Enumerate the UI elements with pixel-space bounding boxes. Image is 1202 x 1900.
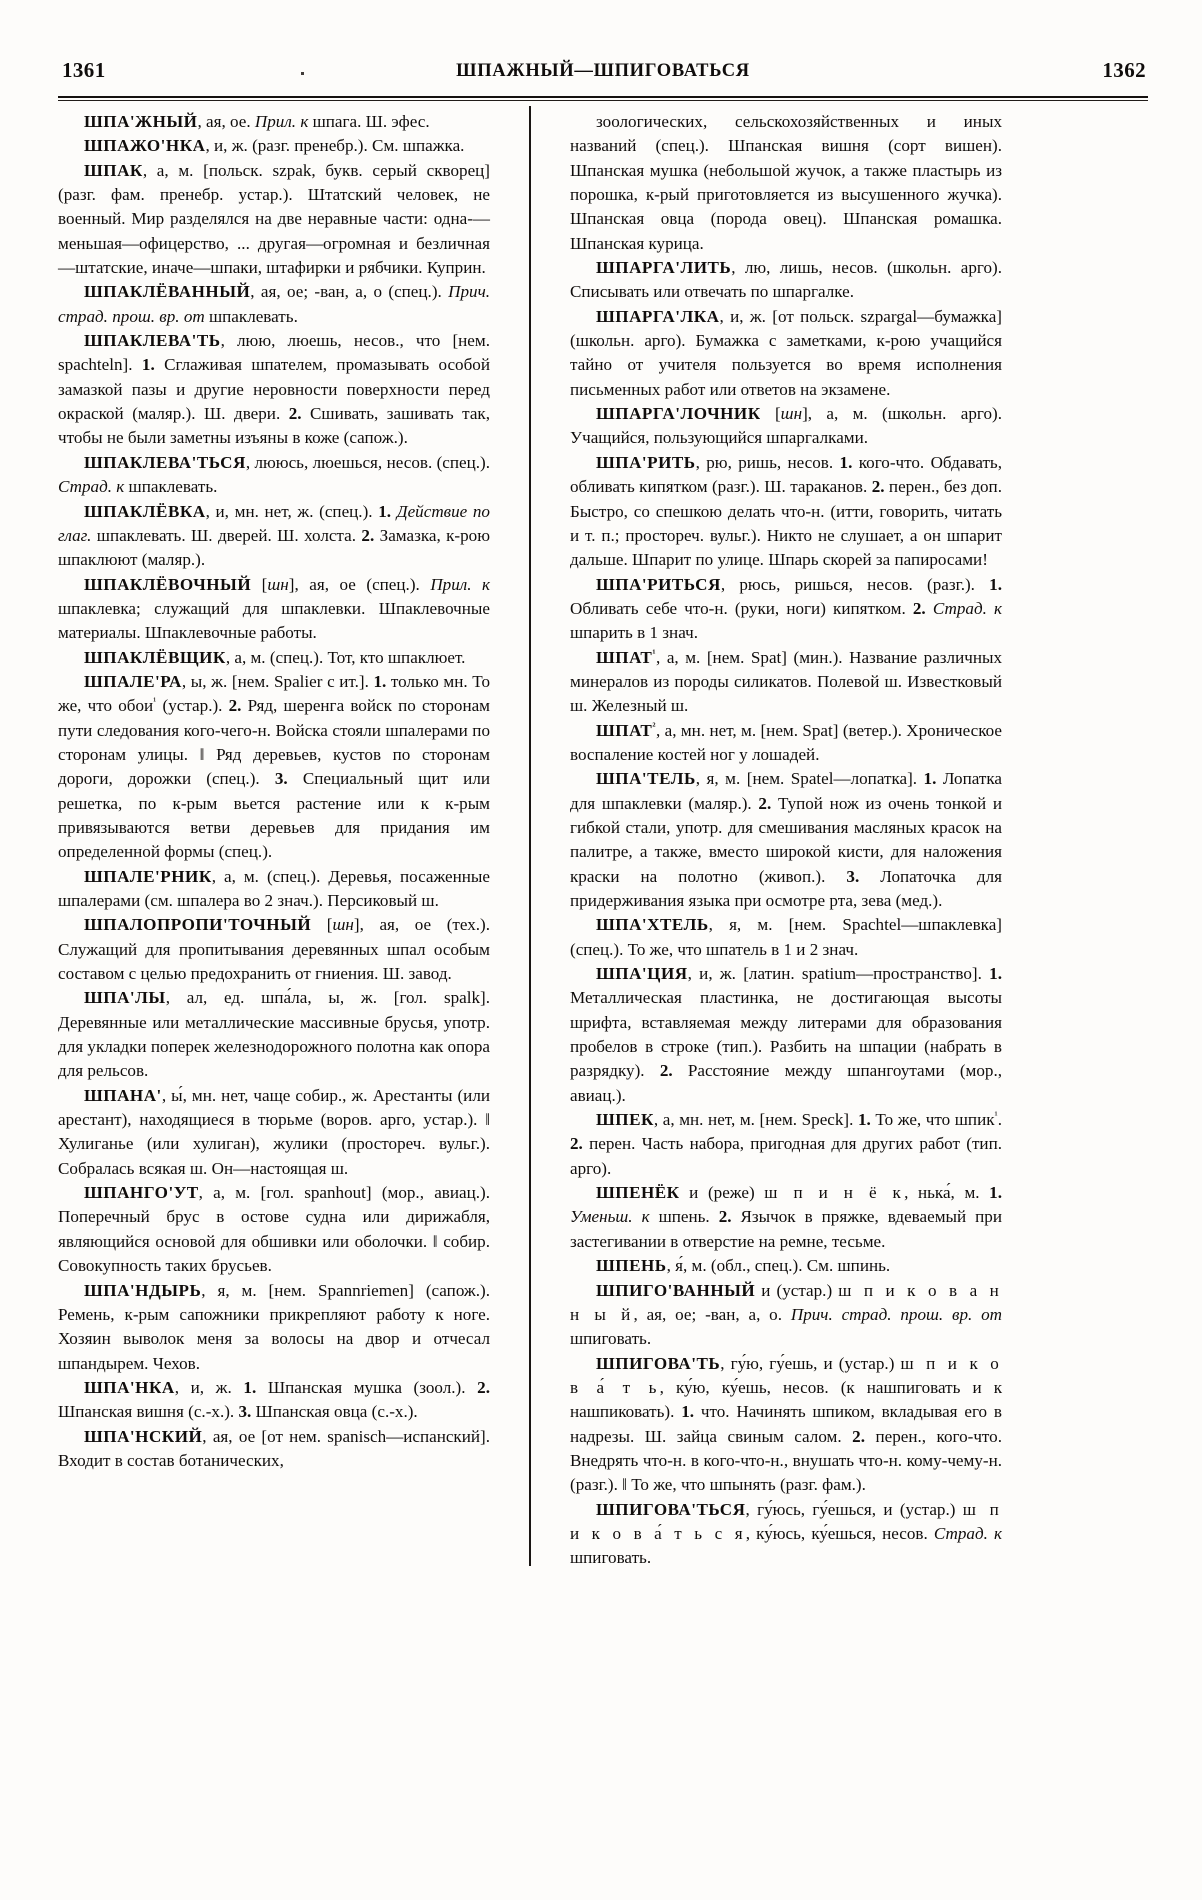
- spaced-variant: ш п и к о в а́ т ь: [570, 1353, 1002, 1397]
- dictionary-entry: [570, 256, 1002, 305]
- entry-body: , я́, м. (обл., спец.). См. шпинь.: [666, 1256, 891, 1276]
- entry-body: , ая, ое [от нем. spanisch—испанский]. Входит в состав ботанических,: [58, 1426, 490, 1470]
- page-header: [58, 58, 1148, 92]
- headword: ШПАЛОПРОПИ'ТОЧНЫЙ: [84, 915, 312, 935]
- entry-body: , и, ж. 1. Шпанская мушка (зоол.). 2. Шпанская вишня (с.-х.). 3. Шпанская овца (с.-х.).: [58, 1377, 490, 1422]
- header-rule-thick: [58, 96, 1148, 98]
- dictionary-entry: [58, 865, 490, 914]
- spaced-variant: ш п и к о в а н н ы й: [570, 1280, 1002, 1324]
- entry-body: , я, м. [нем. Spachtel—шпаклевка] (спец.). То же, что шпатель в 1 и 2 знач.: [570, 915, 1002, 959]
- entry-body: , а, м. [гол. spanhout] (мор., авиац.). Поперечный брус в остове судна или дирижабля, являющийся основой для обшивки или оболочки. ‖ собир. Совокупность таких брусьев.: [58, 1183, 490, 1276]
- dictionary-entry: [58, 1279, 490, 1376]
- folio-right: 1362: [1102, 58, 1146, 82]
- folio-left: 1361: [62, 58, 106, 82]
- dictionary-entry: [570, 402, 1002, 451]
- dictionary-entry: [570, 646, 1002, 719]
- dictionary-entry: [58, 134, 490, 158]
- column-divider-rule: [529, 106, 531, 1566]
- spaced-variant: ш п и к о в а́ т ь с я: [570, 1499, 1003, 1543]
- entry-body: , а, м. [польск. szpak, букв. серый скворец] (разг. фам. пренебр. устар.). Штатский человек, не военный. Мир разделялся на две неравные части: одна-—меньшая—офицерство, ... другая—огромная и безличная—штатские, иначе—шпаки, штафирки и рябчики. Куприн.: [58, 160, 490, 278]
- stray-dot-mark: [301, 72, 304, 75]
- entry-body: , ал, ед. шпа́ла, ы, ж. [гол. spalk]. Деревянные или металлические массивные брусья, употр. для укладки поперек железнодорожного полотна как опора для рельсов.: [58, 988, 490, 1081]
- entry-body: , ы́, мн. нет, чаще собир., ж. Арестанты (или арестант), находящиеся в тюрьме (воров. арго, устар.). ‖ Хулиганье (или хулиган), жулики (простореч. вульг.). Собралась всякая ш. Он—настоящая ш.: [58, 1085, 490, 1178]
- dictionary-entry: [570, 1254, 1002, 1278]
- headword: ШПА'НДЫРЬ: [84, 1280, 202, 1300]
- headword: ШПАРГА'ЛКА: [596, 306, 720, 326]
- entry-body: , а, мн. нет, м. [нем. Spat] (ветер.). Хроническое воспаление костей ног у лошадей.: [570, 720, 1002, 764]
- headword: ШПАК: [84, 160, 143, 180]
- entry-body: , ая, ое; -ван, а, о (спец.). Прич. страд. прош. вр. от шпаклевать.: [58, 282, 490, 326]
- dictionary-entry: [58, 280, 490, 329]
- dictionary-entry: [570, 1181, 1002, 1254]
- entry-body: и (устар.) ш п и к о в а н н ы й, ая, ое; -ван, а, о. Прич. страд. прош. вр. от шпиговать.: [570, 1280, 1002, 1349]
- entry-body: , ая, ое. Прил. к шпага. Ш. эфес.: [197, 112, 430, 131]
- entry-body: , а, м. (спец.). Тот, кто шпаклюет.: [225, 647, 466, 667]
- dictionary-entry: [58, 670, 490, 865]
- entry-body: , а, мн. нет, м. [нем. Speck]. 1. То же, что шпик$^{^1}$. 2. перен. Часть набора, пригодная для других работ (тип. арго).: [570, 1110, 1002, 1178]
- headword: ШПИГОВА'ТЬСЯ: [596, 1499, 746, 1519]
- headword: ШПА'ЛЫ: [84, 988, 166, 1008]
- entry-body: [шн], ая, ое (спец.). Прил. к шпаклевка; служащий для шпаклевки. Шпаклевочные материалы. Шпаклевочные работы.: [58, 574, 491, 643]
- headword: ШПЕНЁК: [596, 1183, 680, 1203]
- headword: ШПА'НСКИЙ: [84, 1426, 203, 1446]
- dictionary-entry: [58, 1181, 490, 1278]
- dictionary-entry: [58, 110, 490, 134]
- dictionary-entry: [570, 913, 1002, 962]
- headword: ШПАКЛЕВА'ТЬСЯ: [84, 452, 246, 472]
- entry-body: и (реже) ш п и н ё к, нька́, м. 1. Уменьш. к шпень. 2. Язычок в пряжке, вдеваемый при застегивании в отверстие на ремне, тесьме.: [570, 1183, 1002, 1251]
- headword: ШПАКЛЕВА'ТЬ: [84, 331, 221, 351]
- dictionary-entry: [570, 1279, 1002, 1352]
- dictionary-entry: [58, 451, 490, 500]
- entry-body: , я, м. [нем. Spatel—лопатка]. 1. Лопатка для шпаклевки (маляр.). 2. Тупой нож из очень тонкой и гибкой стали, употр. для смешивания масляных красок на палитре, а также, вместо широкой кисти, для наложения краски на полотно (живоп.). 3. Лопаточка для придерживания языка при осмотре рта, зева (мед.).: [570, 769, 1002, 910]
- dictionary-entry: [58, 913, 490, 986]
- headword: $ШПАТ^{^1}$: [596, 647, 656, 667]
- headword: ШПА'РИТЬ: [596, 452, 696, 472]
- headword: ШПАКЛЁВЩИК: [84, 647, 226, 667]
- left-column: [58, 110, 490, 1473]
- dictionary-entry: [570, 962, 1002, 1108]
- headword: ШПА'ТЕЛЬ: [596, 769, 696, 789]
- entry-body: , и, ж. [от польск. szpargal—бумажка] (школьн. арго). Бумажка с заметками, к-рою учащийся тайно от учителя пользуется во время исполнения письменных работ или ответов на экзамене.: [570, 306, 1002, 399]
- header-rule: [58, 96, 1148, 102]
- headword: ШПАНА': [84, 1085, 162, 1105]
- headword: ШПАРГА'ЛИТЬ: [596, 258, 732, 278]
- headword: ШПАРГА'ЛОЧНИК: [596, 404, 761, 424]
- entry-body: , и, ж. [латин. spatium—пространство]. 1. Металлическая пластинка, не достигающая высоты шрифта, вставляемая между литерами для образования пробелов в строке (тип.). Разбить на шпации (набрать в разрядку). 2. Расстояние между шпангоутами (мор., авиац.).: [570, 964, 1002, 1105]
- headword: ШПАЛЕ'РНИК: [84, 866, 212, 886]
- dictionary-entry: [58, 646, 490, 670]
- dictionary-entry: [58, 159, 490, 281]
- dictionary-entry: [58, 500, 490, 573]
- headword: ШПЕК: [596, 1110, 654, 1130]
- entry-body: , ы, ж. [нем. Spalier с ит.]. 1. только мн. То же, что обои$^{^1}$ (устар.). 2. Ряд, шеренга войск по сторонам пути следования кого-чего-н. Войска стояли шпалерами по сторонам улицы. ‖ Ряд деревьев, кустов по сторонам дороги, дорожки (спец.). 3. Специальный щит или решетка, по к-рым вьется растение или к к-рым привязываются ветви деревьев для придания им определенной формы (спец.).: [58, 671, 491, 862]
- dictionary-entry: [58, 986, 490, 1083]
- spaced-variant: ш п и н ё к: [764, 1183, 905, 1203]
- dictionary-entry: [570, 1352, 1002, 1498]
- dictionary-entry: [570, 719, 1002, 768]
- entry-body: , лююсь, люешься, несов. (спец.). Страд. к шпаклевать.: [58, 452, 490, 497]
- headword: ШПИГО'ВАННЫЙ: [596, 1280, 756, 1300]
- headword: ШПЕНЬ: [596, 1256, 667, 1276]
- headword: ШПАЖО'НКА: [84, 136, 206, 156]
- right-column: [570, 110, 1002, 1571]
- dictionary-entry: [58, 1376, 490, 1425]
- entry-body: , гу́ю, гу́ешь, и (устар.) ш п и к о в а́ т ь, ку́ю, ку́ешь, несов. (к нашпиговать и к нашпиковать). 1. что. Начинять шпиком, вкладывая его в надрезы. Ш. зайца свиным салом. 2. перен., кого-что. Внедрять что-н. в кого-что-н., внушать что-н. кому-чему-н. (разг.). ‖ То же, что шпынять (разг. фам.).: [570, 1353, 1003, 1495]
- headword: ШПА'НКА: [84, 1377, 175, 1397]
- entry-body: , я, м. [нем. Spannriemen] (сапож.). Ремень, к-рым сапожники прикрепляют работу к ноге. Хозяин выволок меня за волосы на двор и отчесал шпандырем. Чехов.: [58, 1280, 490, 1373]
- headword: ШПАКЛЁВАННЫЙ: [84, 282, 251, 302]
- headword: ШПА'РИТЬСЯ: [596, 574, 721, 594]
- dictionary-entry: [570, 767, 1002, 913]
- entry-body: , лю, лишь, несов. (школьн. арго). Списывать или отвечать по шпаргалке.: [570, 258, 1002, 302]
- entry-continuation: [570, 110, 1002, 256]
- headword: ШПА'ЦИЯ: [596, 964, 688, 984]
- dictionary-entry: [570, 305, 1002, 402]
- dictionary-entry: [570, 451, 1002, 573]
- entry-body: , а, м. (спец.). Деревья, посаженные шпалерами (см. шпалера во 2 знач.). Персиковый ш.: [58, 866, 490, 910]
- entry-body: [шн], ая, ое (тех.). Служащий для пропитывания деревянных шпал особым составом с целью предохранить от гниения. Ш. завод.: [58, 915, 491, 984]
- running-head: ШПАЖНЫЙ—ШПИГОВАТЬСЯ: [456, 61, 750, 81]
- entry-body: , и, мн. нет, ж. (спец.). 1. Действие по глаг. шпаклевать. Ш. дверей. Ш. холста. 2. Замазка, к-рою шпаклюют (маляр.).: [58, 501, 490, 570]
- entry-body: , люю, люешь, несов., что [нем. spachteln]. 1. Сглаживая шпателем, промазывать особой замазкой пазы и другие неровности поверхности перед окраской (маляр.). Ш. двери. 2. Сшивать, зашивать так, чтобы не были заметны изъяны в коже (сапож.).: [58, 331, 491, 448]
- dictionary-entry: [58, 1425, 490, 1474]
- headword: ШПАКЛЁВКА: [84, 501, 206, 521]
- header-rule-thin: [58, 100, 1148, 101]
- entry-body: , рю, ришь, несов. 1. кого-что. Обдавать, обливать кипятком (разг.). Ш. тараканов. 2. перен., без доп. Быстро, со спешкою делать что-н. (итти, говорить, читать и т. п.; простореч. вульг.). Никто не слушает, а он шпарит дальше. Шпарит по улице. Шпарь скорей за папиросами!: [570, 452, 1002, 570]
- dictionary-entry: [570, 1108, 1002, 1181]
- dictionary-entry: [58, 1084, 490, 1181]
- text-columns: [58, 110, 1148, 1850]
- headword: ШПАКЛЁВОЧНЫЙ: [84, 574, 252, 594]
- entry-body: , и, ж. (разг. пренебр.). См. шпажка.: [205, 136, 465, 156]
- entry-body: [шн], а, м. (школьн. арго). Учащийся, пользующийся шпаргалками.: [570, 404, 1003, 448]
- entry-body: зоологических, сельскохозяйственных и иных названий (спец.). Шпанская вишня (сорт вишен). Шпанская мушка (небольшой жучок, а также пластырь из порошка, к-рый приготовляется из высушенного жучка). Шпанская овца (порода овец). Шпанская ромашка. Шпанская курица.: [570, 112, 1002, 253]
- headword: ШПИГОВА'ТЬ: [596, 1353, 721, 1373]
- dictionary-entry: [58, 329, 490, 451]
- dictionary-entry: [570, 573, 1002, 646]
- headword: ШПА'ЖНЫЙ: [84, 112, 198, 131]
- headword: ШПА'ХТЕЛЬ: [596, 915, 709, 935]
- entry-body: , а, м. [нем. Spat] (мин.). Название различных минералов из породы силикатов. Полевой ш. Известковый ш. Железный ш.: [570, 647, 1002, 716]
- entry-body: , гу́юсь, гу́ешься, и (устар.) ш п и к о в а́ т ь с я, ку́юсь, ку́ешься, несов. Страд. к шпиговать.: [570, 1499, 1003, 1568]
- headword: ШПАЛЕ'РА: [84, 671, 182, 691]
- headword: ШПАНГО'УТ: [84, 1183, 199, 1203]
- dictionary-entry: [570, 1498, 1002, 1571]
- entry-body: , рюсь, ришься, несов. (разг.). 1. Обливать себе что-н. (руки, ноги) кипятком. 2. Страд. к шпарить в 1 знач.: [570, 574, 1003, 643]
- headword: $ШПАТ^{^2}$: [596, 720, 656, 740]
- dictionary-entry: [58, 573, 490, 646]
